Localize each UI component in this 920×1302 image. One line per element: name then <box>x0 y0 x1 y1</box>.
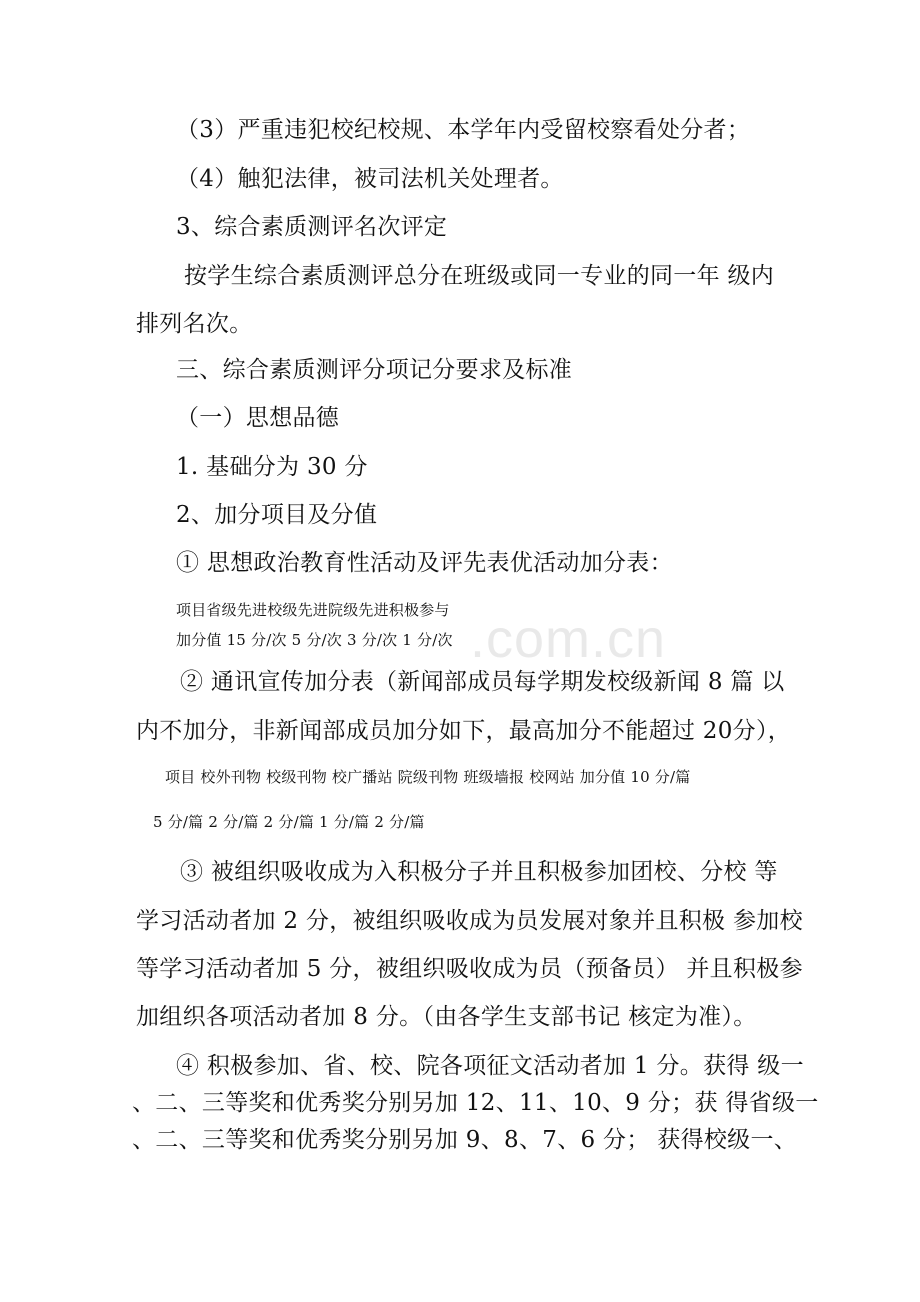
watermark: .com.cn <box>470 609 667 669</box>
para3-line-4: 加组织各项活动者加 8 分。（由各学生支部书记 核定为准）。 <box>136 1004 757 1030</box>
section-heading-three: 三、综合素质测评分项记分要求及标准 <box>176 357 573 383</box>
table2-header-row: 项目 校外刊物 校级刊物 校广播站 院级刊物 班级墙报 校网站 加分值 10 分/篇 <box>165 768 691 786</box>
para4-line-3: 、二、三等奖和优秀奖分别另加 9、8、7、6 分； 获得校级一、 <box>132 1127 798 1153</box>
section-heading-3: 3、综合素质测评名次评定 <box>176 214 448 240</box>
text-line-5: 排列名次。 <box>136 311 253 337</box>
para3-line-2: 学习活动者加 2 分，被组织吸收成为员发展对象并且积极 参加校 <box>136 908 803 934</box>
subsection-heading-one: （一）思想品德 <box>176 405 340 431</box>
para4-line-2: 、二、三等奖和优秀奖分别另加 12、11、10、9 分；获 得省级一 <box>132 1090 819 1116</box>
table2-value-row: 5 分/篇 2 分/篇 2 分/篇 1 分/篇 2 分/篇 <box>153 813 425 831</box>
para4-line-1: ④ 积极参加、省、校、院各项征文活动者加 1 分。获得 级一 <box>176 1053 804 1079</box>
table1-value-row: 加分值 15 分/次 5 分/次 3 分/次 1 分/次 <box>176 631 453 649</box>
text-line-bonus-items: 2、加分项目及分值 <box>176 502 378 528</box>
para2-line-1: ② 通讯宣传加分表（新闻部成员每学期发校级新闻 8 篇 以 <box>180 669 785 695</box>
para2-line-2: 内不加分，非新闻部成员加分如下，最高加分不能超过 20分）， <box>136 718 792 744</box>
text-line-2: （4）触犯法律，被司法机关处理者。 <box>176 166 564 192</box>
table1-header-row: 项目省级先进校级先进院级先进积极参与 <box>176 601 450 619</box>
text-line-base-score: 1. 基础分为 30 分 <box>176 454 368 480</box>
para3-line-1: ③ 被组织吸收成为入积极分子并且积极参加团校、分校 等 <box>180 859 778 885</box>
text-line-1: （3）严重违犯校纪校规、本学年内受留校察看处分者； <box>176 117 751 143</box>
text-line-4: 按学生综合素质测评总分在班级或同一专业的同一年 级内 <box>184 263 775 289</box>
text-line-table-intro: ① 思想政治教育性活动及评先表优活动加分表： <box>176 550 673 576</box>
para3-line-3: 等学习活动者加 5 分，被组织吸收成为员（预备员） 并且积极参 <box>136 956 803 982</box>
